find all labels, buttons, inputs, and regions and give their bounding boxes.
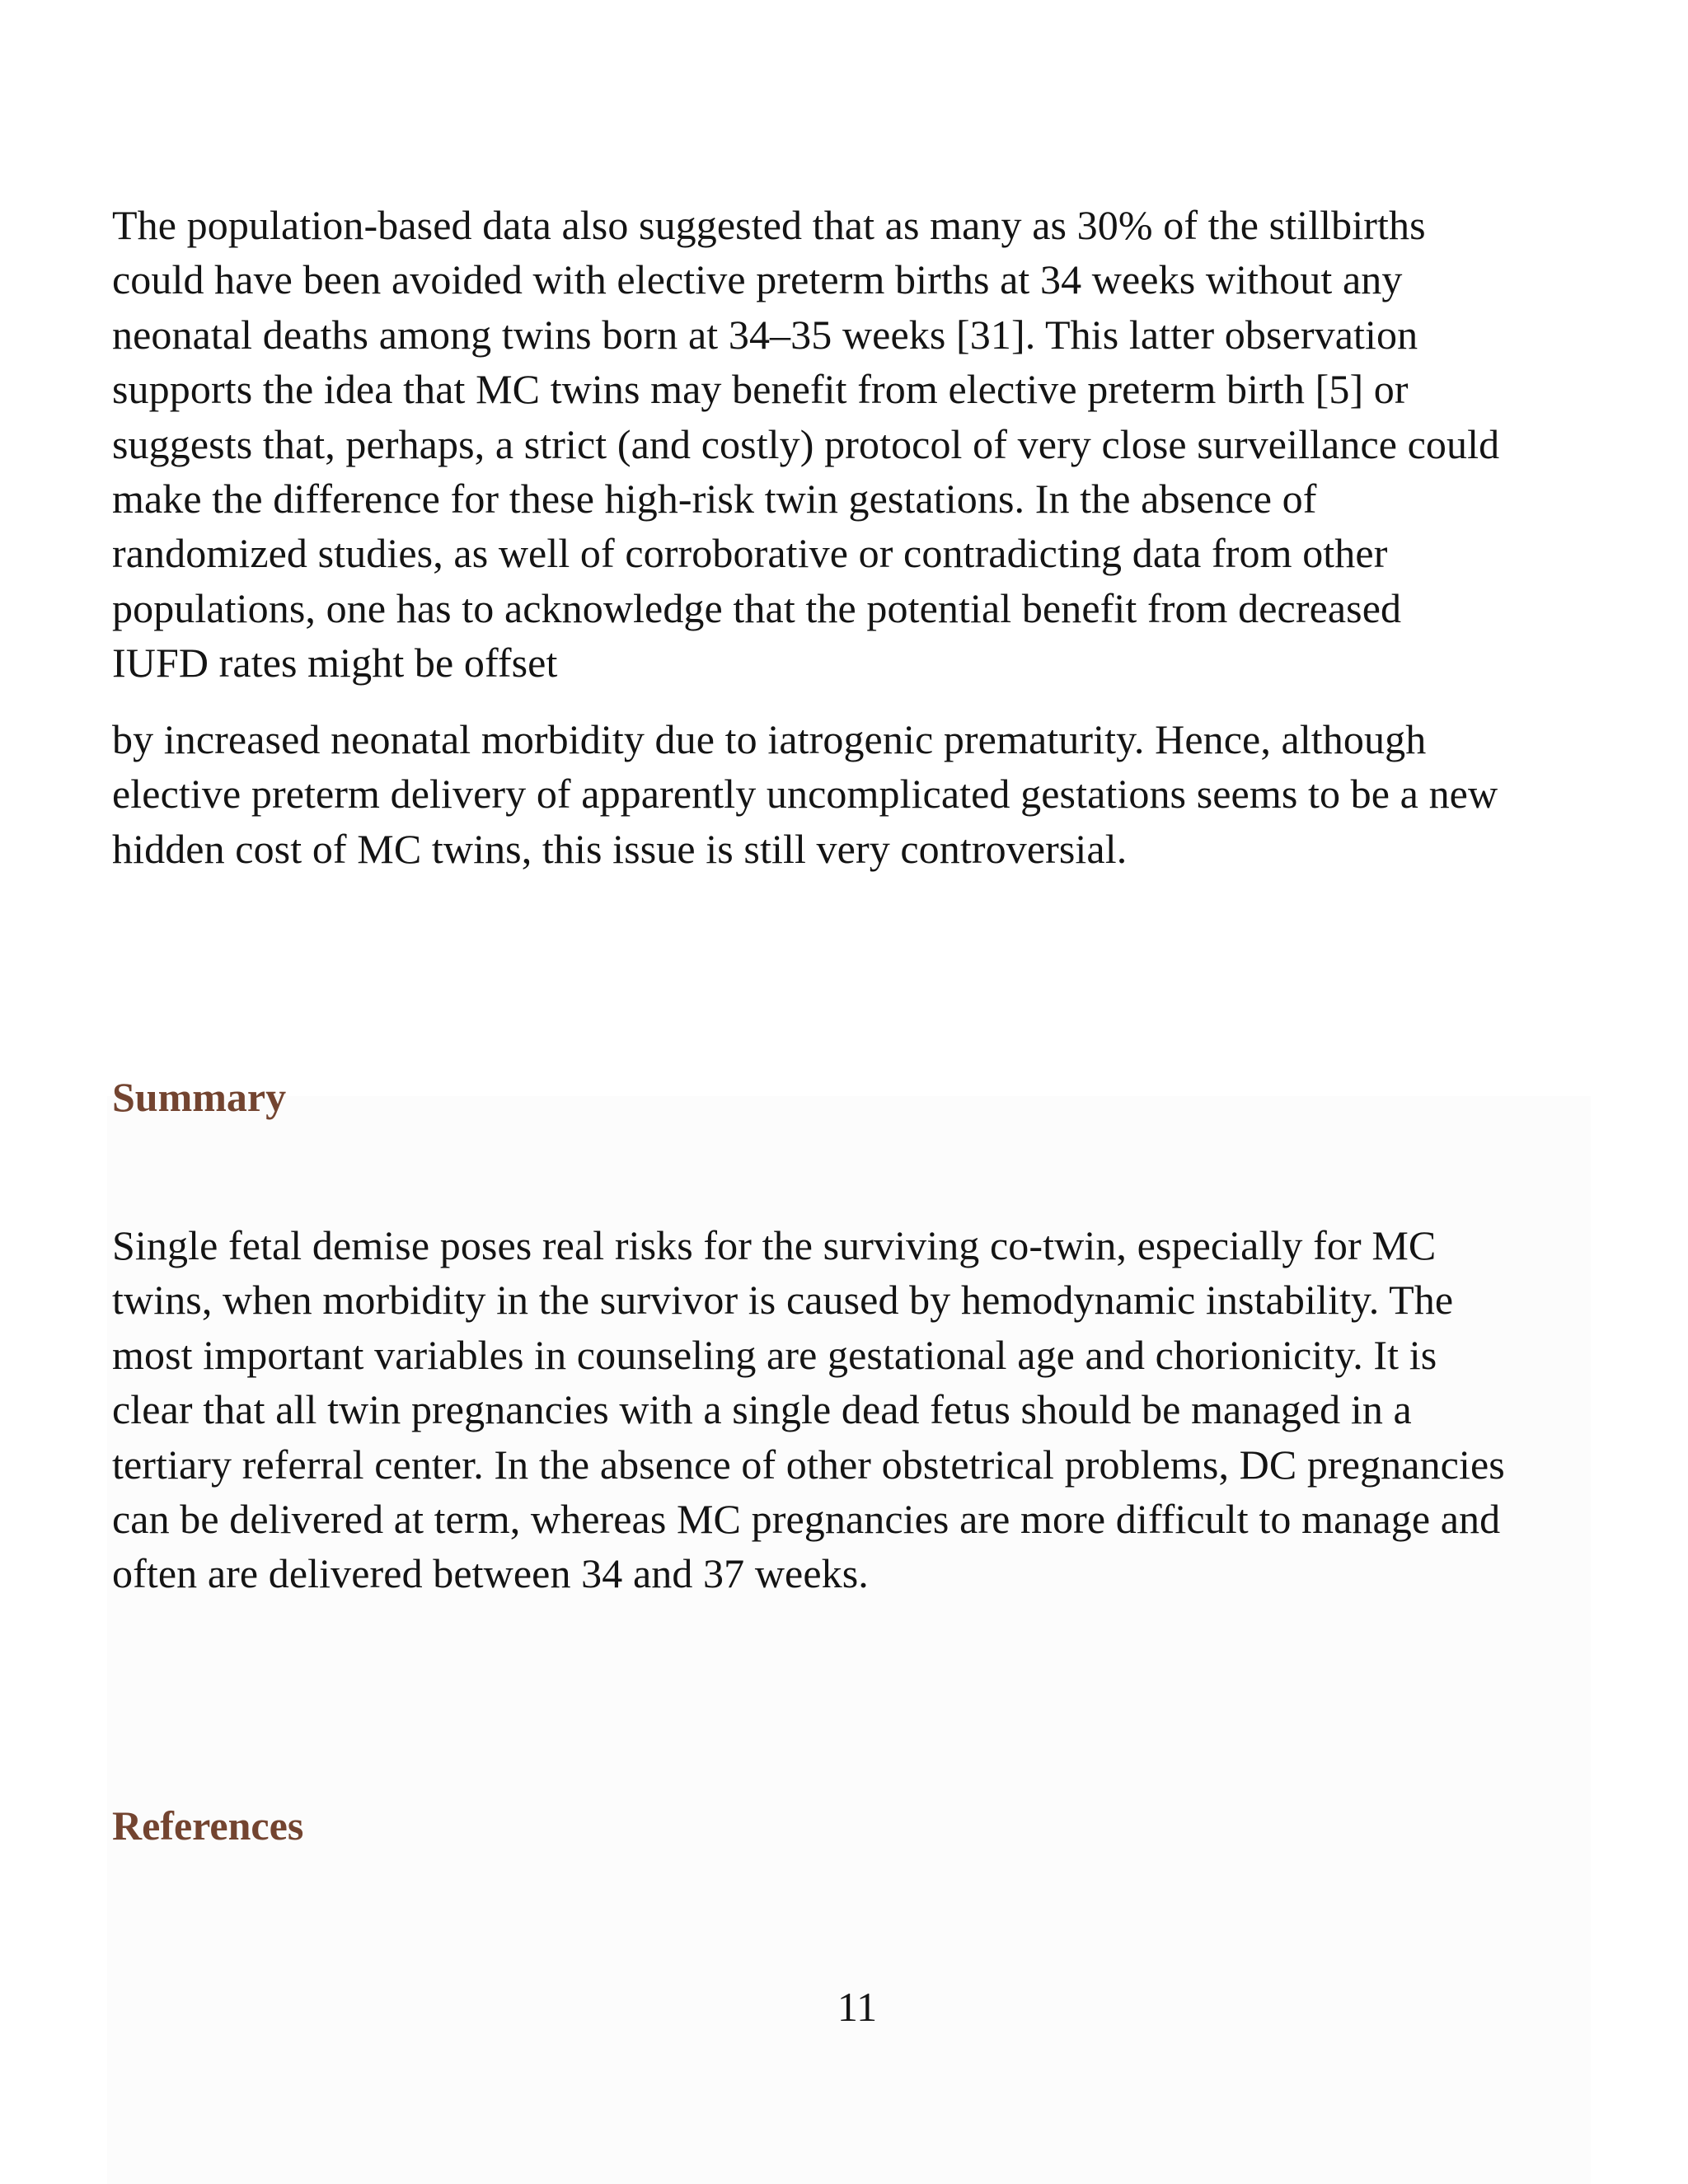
text-line: elective preterm delivery of apparently uncomplicated gestations seems to be a new	[112, 771, 1498, 818]
text-line: Single fetal demise poses real risks for the surviving co-twin, especially for MC	[112, 1222, 1437, 1268]
text-line: often are delivered between 34 and 37 weeks.	[112, 1550, 869, 1597]
text-line: neonatal deaths among twins born at 34–35 weeks [31]. This latter observation	[112, 311, 1418, 358]
body-paragraph-1	[112, 198, 1499, 691]
summary-paragraph	[112, 1218, 1505, 1601]
text-line: The population-based data also suggested that as many as 30% of the stillbirths	[112, 202, 1426, 248]
text-line: randomized studies, as well of corroborative or contradicting data from other	[112, 530, 1388, 577]
text-line: can be delivered at term, whereas MC pregnancies are more difficult to manage and	[112, 1496, 1501, 1543]
text-line: by increased neonatal morbidity due to iatrogenic prematurity. Hence, although	[112, 716, 1427, 762]
text-line: twins, when morbidity in the survivor is caused by hemodynamic instability. The	[112, 1277, 1454, 1324]
text-line: hidden cost of MC twins, this issue is still very controversial.	[112, 825, 1128, 872]
text-line: suggests that, perhaps, a strict (and costly) protocol of very close surveillance could	[112, 420, 1500, 467]
text-line: could have been avoided with elective preterm births at 34 weeks without any	[112, 256, 1403, 303]
text-line: supports the idea that MC twins may benefit from elective preterm birth [5] or	[112, 366, 1409, 413]
body-paragraph-2	[112, 712, 1498, 876]
text-line: clear that all twin pregnancies with a single dead fetus should be managed in a	[112, 1386, 1412, 1433]
page-number: 11	[837, 1984, 878, 2030]
text-line: most important variables in counseling are gestational age and chorionicity. It is	[112, 1331, 1437, 1378]
text-line: populations, one has to acknowledge that the potential benefit from decreased	[112, 584, 1402, 631]
summary-heading: Summary	[112, 1074, 287, 1120]
references-heading: References	[112, 1802, 304, 1849]
text-line: make the difference for these high-risk twin gestations. In the absence of	[112, 476, 1317, 523]
text-line: tertiary referral center. In the absence of other obstetrical problems, DC pregnancies	[112, 1441, 1505, 1488]
text-line: IUFD rates might be offset	[112, 640, 558, 687]
